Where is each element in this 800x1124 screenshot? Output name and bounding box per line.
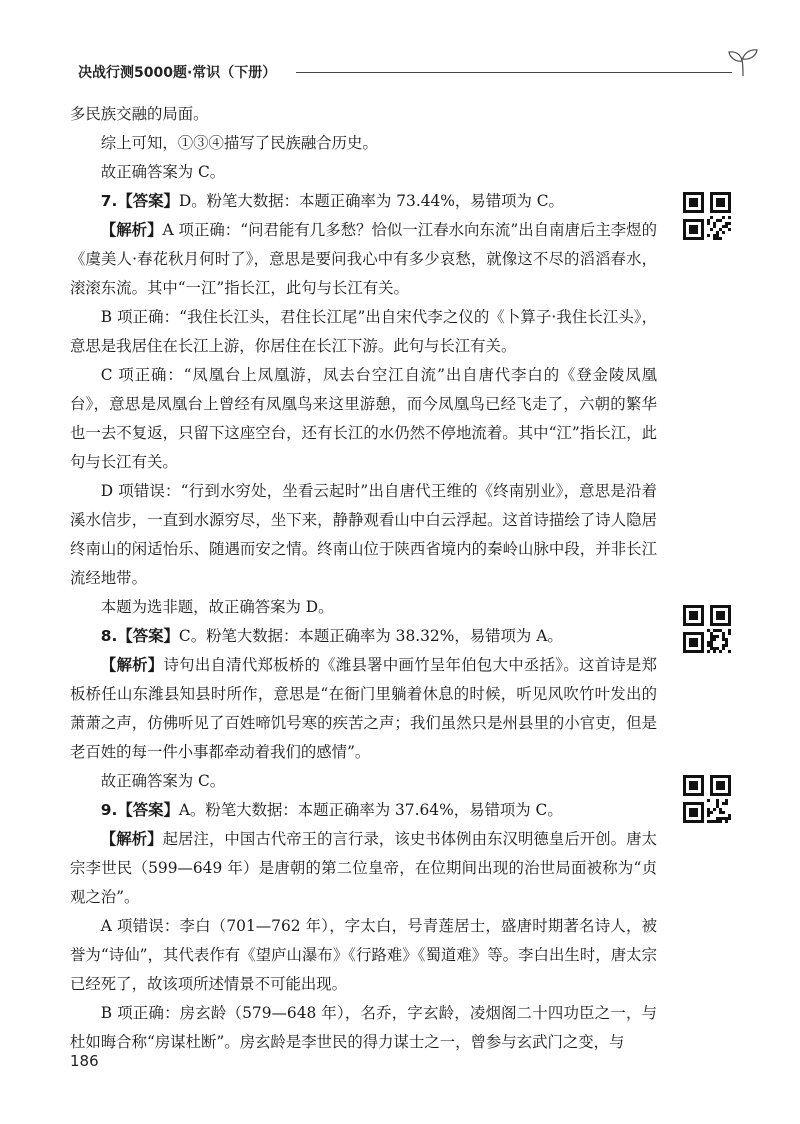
paragraph (70, 216, 657, 303)
paragraph-text: D 项错误：“行到水穷处，坐看云起时”出自唐代王维的《终南别业》，意思是沿着溪水信步，一直到水源穷尽，坐下来，静静观看山中白云浮起。这首诗描绘了诗人隐居终南山的闲适怡乐、随遇而安之情。终南山位于陕西省境内的秦岭山脉中段，并非长江流经地带。 (70, 482, 657, 587)
paragraph (70, 825, 657, 912)
answer-tag: 8.【答案】 (100, 627, 179, 645)
paragraph (70, 187, 657, 216)
paragraph-text: 综上可知，①③④描写了民族融合历史。 (100, 134, 378, 152)
book-title: 决战行测5000题·常识（下册） (78, 65, 277, 81)
paragraph (70, 767, 657, 796)
paragraph-text: A 项错误：李白（701—762 年），字太白，号青莲居士，盛唐时期著名诗人，被誉为“诗仙”，其代表作有《望庐山瀑布》《行路难》《蜀道难》等。李白出生时，唐太宗已经死了，故该项所述情景不可能出现。 (70, 917, 657, 993)
paragraph-text: 故正确答案为 C。 (100, 163, 226, 181)
paragraph (70, 129, 657, 158)
paragraph-text: C 项正确：“凤凰台上凤凰游，凤去台空江自流”出自唐代李白的《登金陵凤凰台》，意思是凤凰台上曾经有凤凰鸟来这里游憩，而今凤凰鸟已经飞走了，六朝的繁华也一去不复返，只留下这座空台，还有长江的水仍然不停地流着。其中“江”指长江，此句与长江有关。 (70, 366, 657, 471)
qr-code-icon[interactable] (683, 192, 731, 240)
paragraph-text: 起居注，中国古代帝王的言行录，该史书体例由东汉明德皇后开创。唐太宗李世民（599—649 年）是唐朝的第二位皇帝，在位期间出现的治世局面被称为“贞观之治”。 (70, 830, 657, 906)
paragraph (70, 477, 657, 593)
paragraph (70, 100, 657, 129)
paragraph (70, 796, 657, 825)
paragraph-text: D。粉笔大数据：本题正确率为 73.44%，易错项为 C。 (178, 192, 564, 210)
paragraph (70, 999, 657, 1057)
leaf-sprout-icon (726, 46, 760, 80)
qr-code-icon[interactable] (683, 775, 731, 823)
paragraph-text: 故正确答案为 C。 (100, 772, 226, 790)
paragraph-text: A 项正确：“问君能有几多愁？恰似一江春水向东流”出自南唐后主李煜的《虞美人·春花秋月何时了》，意思是要问我心中有多少哀愁，就像这不尽的滔滔春水，滚滚东流。其中“一江”指长江，此句与长江有关。 (70, 221, 657, 297)
qr-code-icon[interactable] (683, 605, 731, 653)
paragraph-text: 本题为选非题，故正确答案为 D。 (100, 598, 334, 616)
paragraph (70, 158, 657, 187)
answer-tag: 【解析】 (100, 221, 163, 239)
answer-tag: 【解析】 (100, 656, 164, 674)
paragraph-text: 多民族交融的局面。 (70, 105, 209, 123)
header-rule (296, 72, 732, 73)
page-number: 186 (70, 1052, 99, 1070)
body-text (70, 100, 657, 1057)
answer-tag: 【解析】 (100, 830, 163, 848)
page-header (78, 60, 758, 84)
paragraph (70, 622, 657, 651)
answer-tag: 9.【答案】 (100, 801, 179, 819)
paragraph-text: 诗句出自清代郑板桥的《潍县署中画竹呈年伯包大中丞括》。这首诗是郑板桥任山东潍县知县时所作，意思是“在衙门里躺着休息的时候，听见风吹竹叶发出的萧萧之声，仿佛听见了百姓啼饥号寒的疾苦之声；我们虽然只是州县里的小官吏，但是老百姓的每一件小事都牵动着我们的感情”。 (70, 656, 657, 761)
paragraph (70, 593, 657, 622)
paragraph (70, 361, 657, 477)
paragraph-text: A。粉笔大数据：本题正确率为 37.64%，易错项为 C。 (178, 801, 563, 819)
paragraph (70, 912, 657, 999)
paragraph-text: C。粉笔大数据：本题正确率为 38.32%，易错项为 A。 (178, 627, 563, 645)
paragraph (70, 303, 657, 361)
answer-tag: 7.【答案】 (100, 192, 179, 210)
paragraph-text: B 项正确：房玄龄（579—648 年），名乔，字玄龄，凌烟阁二十四功臣之一，与杜如晦合称“房谋杜断”。房玄龄是李世民的得力谋士之一，曾参与玄武门之变，与 (70, 1004, 657, 1051)
paragraph-text: B 项正确：“我住长江头，君住长江尾”出自宋代李之仪的《卜算子·我住长江头》，意思是我居住在长江上游，你居住在长江下游。此句与长江有关。 (70, 308, 657, 355)
paragraph (70, 651, 657, 767)
